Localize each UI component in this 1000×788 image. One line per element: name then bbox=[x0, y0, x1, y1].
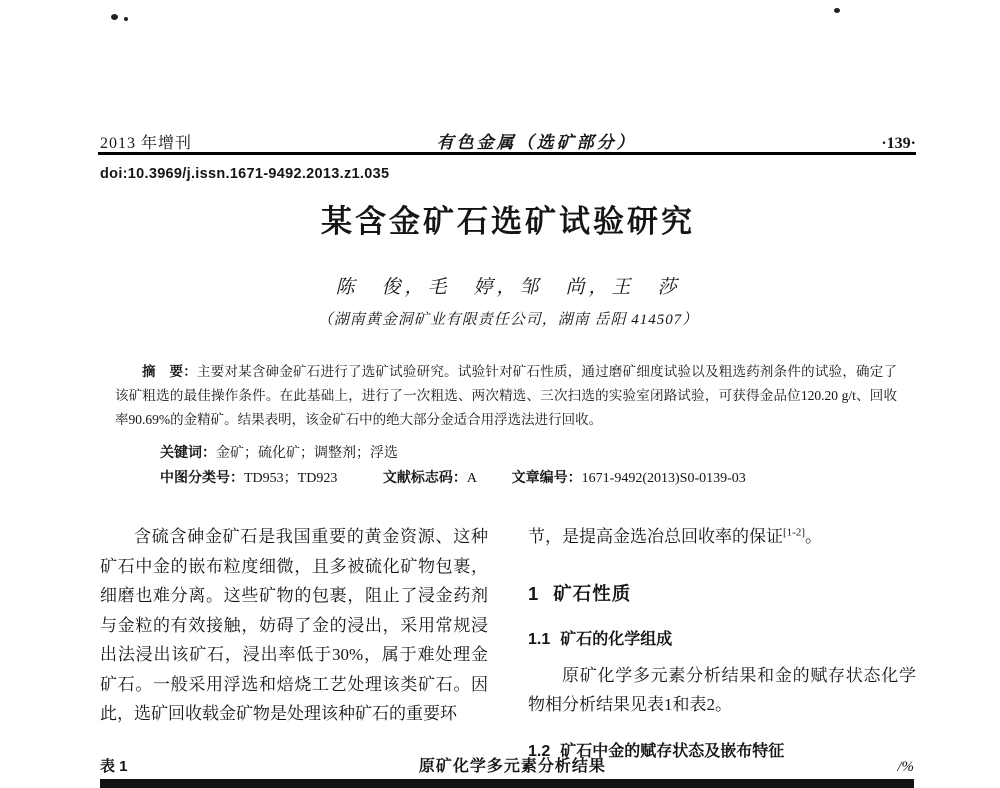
section-1-1-heading bbox=[528, 625, 916, 655]
clc-segment bbox=[160, 471, 337, 486]
table-1-caption bbox=[100, 753, 914, 776]
classification-line bbox=[160, 467, 897, 487]
section-title: 矿石性质 bbox=[553, 582, 632, 604]
section-number: 1.1 bbox=[528, 631, 551, 648]
doi: doi:10.3969/j.issn.1671-9492.2013.z1.035 bbox=[100, 166, 390, 182]
keywords bbox=[160, 442, 897, 462]
table-label: 表 1 bbox=[100, 758, 128, 775]
section-1-heading bbox=[528, 579, 916, 609]
section-title: 矿石中金的赋存状态及嵌布特征 bbox=[560, 742, 785, 760]
intro-paragraph: 含硫含砷金矿石是我国重要的黄金资源、这种矿石中金的嵌布粒度细微，且多被硫化矿物包裹，细磨也难分离。这些矿物的包裹，阻止了浸金药剂与金粒的有效接触，妨碍了金的浸出，采用常规浸出法浸出该矿石，浸出率低于30%，属于难处理金矿石。一般采用浮选和焙烧工艺处理该类矿石。因此，选矿回收载金矿物是处理该种矿石的重要环 bbox=[100, 527, 488, 723]
journal-name: 有色金属（选矿部分） bbox=[436, 133, 637, 152]
article-no-value: 1671-9492(2013)S0-0139-03 bbox=[581, 471, 746, 486]
abstract bbox=[115, 360, 897, 432]
clc-value: TD953；TD923 bbox=[244, 471, 338, 486]
clc-label: 中图分类号： bbox=[160, 469, 244, 485]
article-no-segment bbox=[512, 471, 746, 486]
keywords-text: 金矿；硫化矿；调整剂；浮选 bbox=[216, 446, 398, 461]
doc-code-label: 文献标志码： bbox=[382, 469, 467, 485]
section-title: 矿石的化学组成 bbox=[560, 631, 673, 648]
doc-code-value: A bbox=[466, 471, 477, 486]
header-divider bbox=[98, 152, 916, 155]
page-number: ·139· bbox=[881, 135, 916, 152]
section-1-1-paragraph: 原矿化学多元素分析结果和金的赋存状态化学物相分析结果见表1和表2。 bbox=[528, 665, 916, 714]
affiliation: （湖南黄金洞矿业有限责任公司，湖南 岳阳 414507） bbox=[317, 312, 699, 328]
paragraph-end: 。 bbox=[805, 527, 822, 546]
paragraph-text: 节，是提高金选冶总回收率的保证 bbox=[528, 527, 783, 546]
table-title: 原矿化学多元素分析结果 bbox=[418, 758, 606, 775]
issue-label: 2013 年增刊 bbox=[100, 135, 193, 152]
abstract-label: 摘 要： bbox=[142, 364, 197, 379]
authors: 陈 俊，毛 婷，邹 尚，王 莎 bbox=[335, 277, 681, 298]
table-unit: /% bbox=[897, 759, 914, 775]
scan-artifact bbox=[111, 14, 118, 20]
scan-artifact bbox=[124, 17, 128, 21]
scan-artifact bbox=[834, 8, 840, 13]
section-number: 1 bbox=[528, 582, 540, 604]
keywords-label: 关键词： bbox=[160, 444, 216, 460]
right-column bbox=[528, 522, 916, 766]
journal-header bbox=[100, 128, 916, 153]
article-no-label: 文章编号： bbox=[511, 469, 582, 485]
intro-paragraph-continued bbox=[528, 522, 916, 552]
left-column bbox=[100, 522, 488, 766]
doc-code-segment bbox=[383, 471, 476, 486]
body-columns bbox=[100, 522, 916, 766]
abstract-text: 主要对某含砷金矿石进行了选矿试验研究。试验针对矿石性质，通过磨矿细度试验以及粗选药剂条件的试验，确定了该矿粗选的最佳操作条件。在此基础上，进行了一次粗选、两次精选、三次扫选的实验室闭路试验，可获得金品位120.20 g/t、回收率90.69%的金精矿。结果表明，该金矿石中的绝大部分金适合用浮选法进行回收。 bbox=[115, 364, 898, 427]
section-number: 1.2 bbox=[528, 742, 551, 760]
article-title: 某含金矿石选矿试验研究 bbox=[321, 204, 695, 239]
table-header-bar-cropped bbox=[100, 779, 914, 788]
citation-ref: [1-2] bbox=[783, 526, 805, 539]
